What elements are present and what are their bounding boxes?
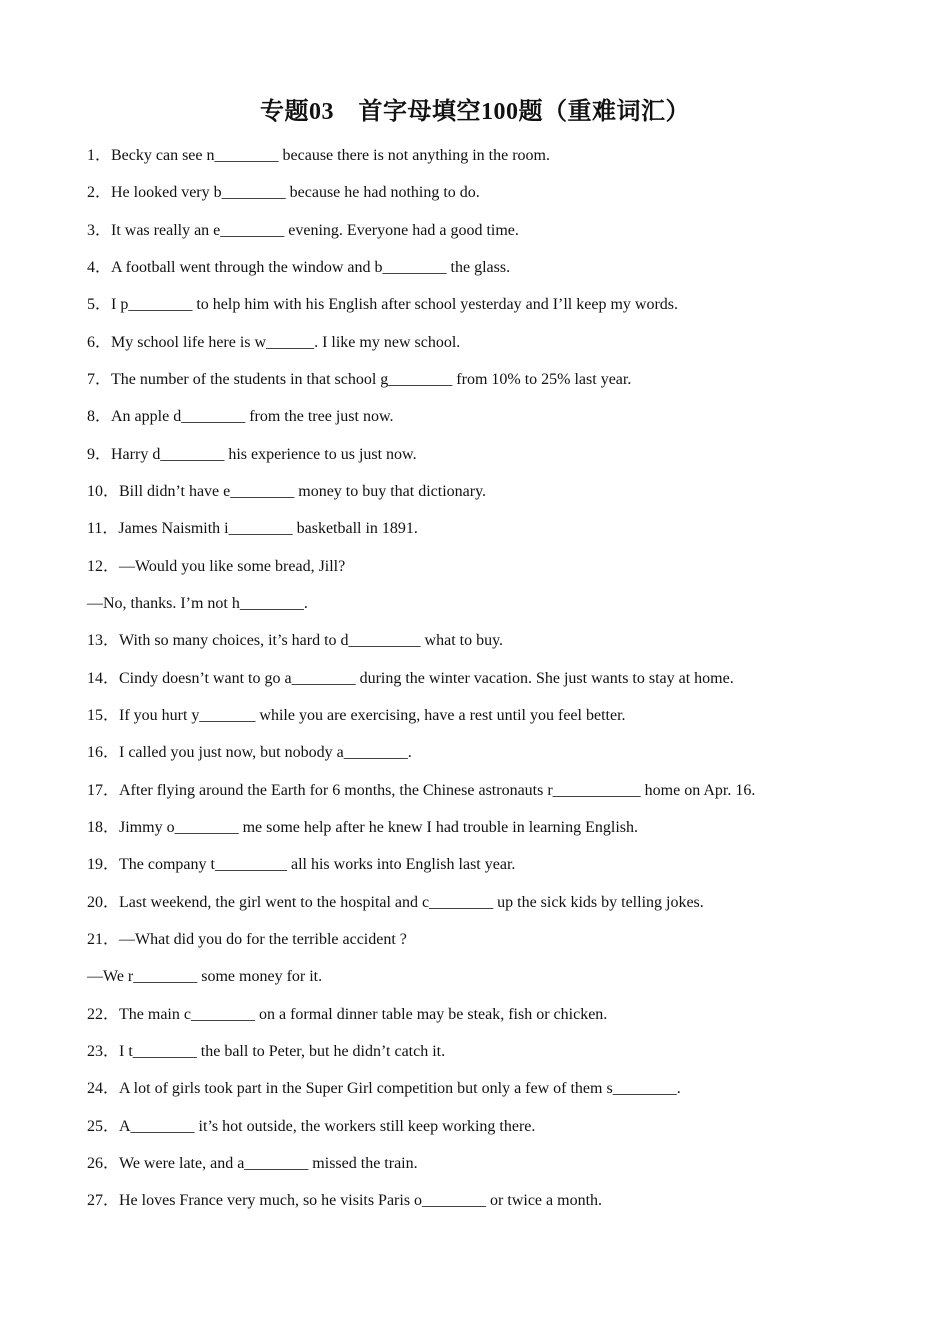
question-line: 6．My school life here is w______. I like my new school.	[87, 333, 461, 351]
page-title: 专题03 首字母填空100题（重难词汇）	[260, 99, 690, 125]
question-line: 10．Bill didn’t have e________ money to buy that dictionary.	[87, 482, 487, 500]
question-line: 22．The main c________ on a formal dinner table may be steak, fish or chicken.	[87, 1005, 608, 1023]
question-line: 24．A lot of girls took part in the Super Girl competition but only a few of them s________.	[87, 1080, 681, 1098]
answer-line: —No, thanks. I’m not h________.	[87, 594, 308, 612]
question-line: 14．Cindy doesn’t want to go a________ during the winter vacation. She just wants to stay at home.	[87, 669, 734, 687]
question-line: 7．The number of the students in that school g________ from 10% to 25% last year.	[87, 370, 632, 388]
question-list	[87, 143, 907, 1226]
question-line: 21．—What did you do for the terrible accident ?	[87, 930, 407, 948]
question-line: 2．He looked very b________ because he had nothing to do.	[87, 184, 480, 202]
question-line: 4．A football went through the window and b________ the glass.	[87, 258, 511, 276]
question-line: 12．—Would you like some bread, Jill?	[87, 557, 346, 575]
question-line: 9．Harry d________ his experience to us just now.	[87, 445, 417, 463]
question-line: 3．It was really an e________ evening. Everyone had a good time.	[87, 221, 519, 239]
question-line: 19．The company t_________ all his works into English last year.	[87, 856, 516, 874]
question-line: 18．Jimmy o________ me some help after he knew I had trouble in learning English.	[87, 818, 638, 836]
question-line: 27．He loves France very much, so he visits Paris o________ or twice a month.	[87, 1192, 603, 1210]
question-line: 20．Last weekend, the girl went to the hospital and c________ up the sick kids by telling jokes.	[87, 893, 704, 911]
question-line: 26．We were late, and a________ missed the train.	[87, 1154, 418, 1172]
question-line: 8．An apple d________ from the tree just now.	[87, 408, 394, 426]
question-line: 17．After flying around the Earth for 6 months, the Chinese astronauts r___________ home on Apr. 16.	[87, 781, 756, 799]
question-line: 5．I p________ to help him with his English after school yesterday and I’ll keep my words.	[87, 296, 679, 314]
question-line: 1．Becky can see n________ because there is not anything in the room.	[87, 147, 550, 164]
question-line: 23．I t________ the ball to Peter, but he didn’t catch it.	[87, 1042, 446, 1060]
question-line: 25．A________ it’s hot outside, the workers still keep working there.	[87, 1117, 536, 1135]
answer-line: —We r________ some money for it.	[87, 968, 323, 986]
question-line: 13．With so many choices, it’s hard to d_________ what to buy.	[87, 632, 504, 650]
question-line: 16．I called you just now, but nobody a________.	[87, 744, 412, 762]
question-line: 15．If you hurt y_______ while you are exercising, have a rest until you feel better.	[87, 706, 626, 724]
question-line: 11．James Naismith i________ basketball in 1891.	[87, 520, 418, 538]
